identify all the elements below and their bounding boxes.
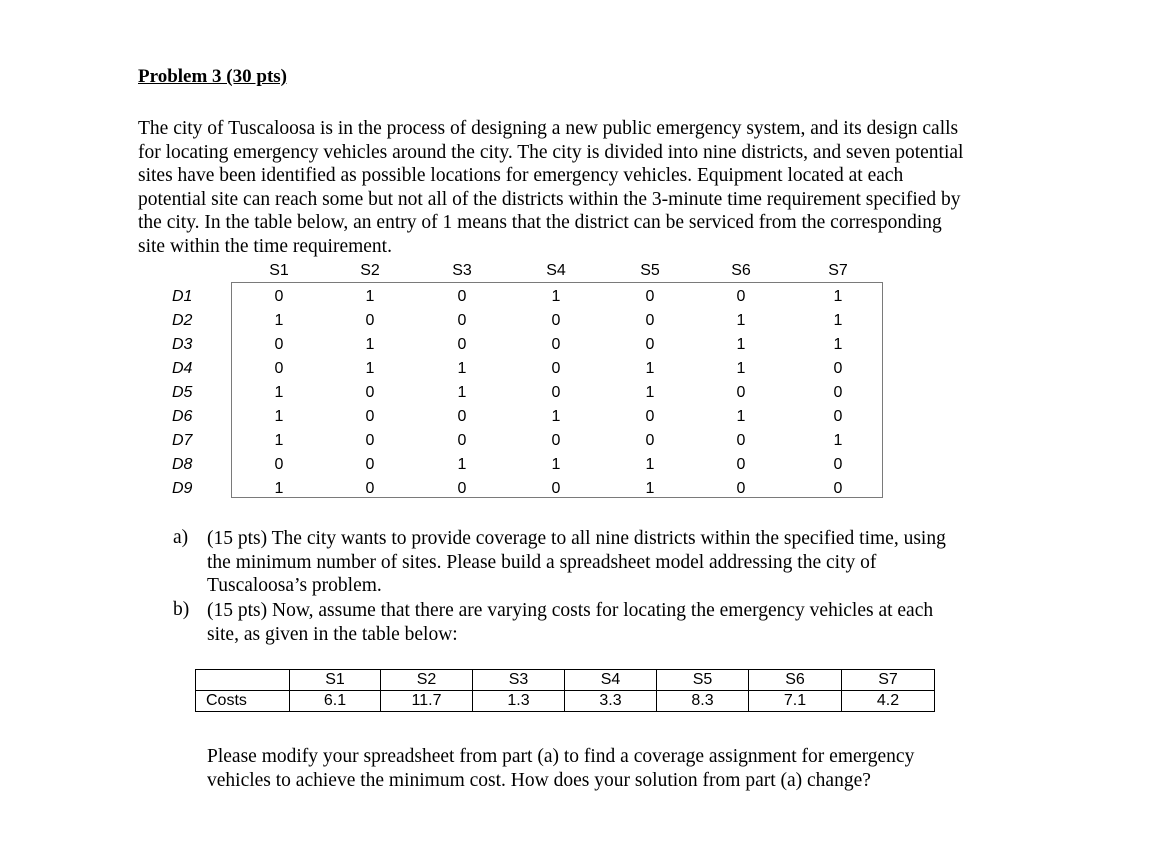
coverage-cell: 1 — [736, 336, 746, 353]
coverage-cell: 1 — [457, 456, 467, 473]
coverage-cell: 1 — [274, 408, 284, 425]
coverage-cell: 1 — [365, 288, 375, 305]
coverage-cell: 0 — [365, 432, 375, 449]
part-b-line: (15 pts) Now, assume that there are varying costs for locating the emergency vehicles at each — [207, 600, 934, 621]
coverage-cell: 1 — [833, 432, 843, 449]
coverage-cell: 1 — [645, 480, 655, 497]
part-a-line: the minimum number of sites. Please build a spreadsheet model addressing the city of — [207, 551, 877, 573]
coverage-row-label-d8: D8 — [172, 456, 193, 473]
coverage-cell: 0 — [551, 480, 561, 497]
cost-table-value-row — [196, 691, 935, 712]
coverage-row-label-d4: D4 — [172, 360, 193, 377]
coverage-cell: 1 — [274, 312, 284, 329]
coverage-cell: 0 — [645, 288, 655, 305]
coverage-cell: 0 — [274, 336, 284, 353]
coverage-cell: 1 — [645, 384, 655, 401]
coverage-cell: 0 — [736, 456, 746, 473]
coverage-cell: 1 — [365, 336, 375, 353]
coverage-cell: 1 — [274, 480, 284, 497]
coverage-row-label-d9: D9 — [172, 480, 193, 497]
part-a-marker: a) — [173, 527, 189, 548]
coverage-cell: 1 — [551, 456, 561, 473]
cost-value-s4: 3.3 — [565, 691, 657, 712]
coverage-header-s4: S4 — [546, 262, 566, 279]
coverage-cell: 0 — [645, 312, 655, 329]
coverage-cell: 0 — [833, 456, 843, 473]
coverage-cell: 0 — [645, 336, 655, 353]
cost-value-s6: 7.1 — [749, 691, 842, 712]
part-a-line: (15 pts) The city wants to provide coverage to all nine districts within the specified time, using — [207, 528, 946, 549]
cost-value-s1: 6.1 — [290, 691, 381, 712]
intro-line: for locating emergency vehicles around the city. The city is divided into nine districts, and seven potential — [138, 141, 964, 163]
cost-header-s4: S4 — [565, 670, 657, 691]
coverage-cell: 0 — [274, 456, 284, 473]
coverage-cell: 0 — [833, 408, 843, 425]
coverage-cell: 0 — [274, 360, 284, 377]
coverage-cell: 0 — [457, 408, 467, 425]
cost-value-s5: 8.3 — [657, 691, 749, 712]
coverage-cell: 1 — [833, 312, 843, 329]
coverage-row-label-d6: D6 — [172, 408, 193, 425]
cost-header-s6: S6 — [749, 670, 842, 691]
coverage-cell: 1 — [457, 384, 467, 401]
cost-table-corner — [196, 670, 290, 691]
coverage-cell: 1 — [736, 360, 746, 377]
coverage-cell: 0 — [365, 408, 375, 425]
coverage-cell: 0 — [645, 432, 655, 449]
coverage-cell: 0 — [833, 360, 843, 377]
coverage-row-label-d2: D2 — [172, 312, 193, 329]
coverage-cell: 0 — [551, 312, 561, 329]
part-a-text — [207, 527, 946, 598]
cost-header-s3: S3 — [473, 670, 565, 691]
coverage-cell: 1 — [833, 288, 843, 305]
coverage-header-s6: S6 — [731, 262, 751, 279]
part-b-text — [207, 599, 933, 646]
coverage-cell: 0 — [365, 384, 375, 401]
intro-line: The city of Tuscaloosa is in the process of designing a new public emergency system, and its design calls — [138, 118, 959, 139]
cost-value-s7: 4.2 — [842, 691, 935, 712]
coverage-row-label-d5: D5 — [172, 384, 193, 401]
coverage-header-s2: S2 — [360, 262, 380, 279]
coverage-cell: 1 — [645, 360, 655, 377]
part-b-marker: b) — [173, 599, 190, 620]
cost-table — [195, 669, 935, 712]
coverage-cell: 0 — [365, 312, 375, 329]
coverage-cell: 0 — [457, 288, 467, 305]
coverage-cell: 0 — [365, 456, 375, 473]
coverage-cell: 1 — [274, 384, 284, 401]
cost-header-s2: S2 — [381, 670, 473, 691]
cost-header-s7: S7 — [842, 670, 935, 691]
coverage-cell: 0 — [736, 288, 746, 305]
closing-paragraph — [207, 745, 914, 792]
cost-header-s5: S5 — [657, 670, 749, 691]
part-a-line: Tuscaloosa’s problem. — [207, 575, 382, 597]
cost-row-label: Costs — [196, 691, 290, 712]
coverage-cell: 1 — [736, 408, 746, 425]
problem-title: Problem 3 (30 pts) — [138, 66, 287, 87]
closing-line: Please modify your spreadsheet from part (a) to find a coverage assignment for emergency — [207, 746, 915, 767]
coverage-cell: 0 — [457, 312, 467, 329]
coverage-cell: 0 — [551, 336, 561, 353]
intro-paragraph — [138, 117, 1038, 259]
coverage-cell: 0 — [551, 384, 561, 401]
intro-line: sites have been identified as possible locations for emergency vehicles. Equipment located at each — [138, 165, 904, 187]
cost-table-header-row — [196, 670, 935, 691]
coverage-cell: 0 — [833, 384, 843, 401]
coverage-header-s7: S7 — [828, 262, 848, 279]
intro-line: site within the time requirement. — [138, 235, 392, 257]
coverage-cell: 0 — [551, 360, 561, 377]
coverage-cell: 0 — [365, 480, 375, 497]
coverage-cell: 1 — [551, 288, 561, 305]
coverage-row-label-d1: D1 — [172, 288, 193, 305]
coverage-cell: 0 — [736, 480, 746, 497]
cost-header-s1: S1 — [290, 670, 381, 691]
cost-value-s2: 11.7 — [381, 691, 473, 712]
coverage-cell: 0 — [736, 384, 746, 401]
coverage-header-s1: S1 — [269, 262, 289, 279]
part-b-line: site, as given in the table below: — [207, 623, 458, 645]
coverage-cell: 1 — [833, 336, 843, 353]
cost-value-s3: 1.3 — [473, 691, 565, 712]
coverage-cell: 0 — [833, 480, 843, 497]
coverage-cell: 0 — [551, 432, 561, 449]
coverage-cell: 1 — [365, 360, 375, 377]
coverage-header-s5: S5 — [640, 262, 660, 279]
coverage-cell: 1 — [645, 456, 655, 473]
coverage-cell: 1 — [736, 312, 746, 329]
coverage-cell: 0 — [457, 336, 467, 353]
coverage-row-label-d7: D7 — [172, 432, 193, 449]
coverage-header-s3: S3 — [452, 262, 472, 279]
coverage-cell: 0 — [457, 432, 467, 449]
intro-line: potential site can reach some but not all of the districts within the 3-minute time requirement specified by — [138, 188, 961, 210]
coverage-cell: 0 — [457, 480, 467, 497]
coverage-cell: 0 — [736, 432, 746, 449]
coverage-cell: 1 — [457, 360, 467, 377]
coverage-cell: 0 — [274, 288, 284, 305]
coverage-cell: 0 — [645, 408, 655, 425]
coverage-row-label-d3: D3 — [172, 336, 193, 353]
coverage-cell: 1 — [274, 432, 284, 449]
coverage-cell: 1 — [551, 408, 561, 425]
intro-line: the city. In the table below, an entry of 1 means that the district can be serviced from the corresponding — [138, 212, 942, 234]
closing-line: vehicles to achieve the minimum cost. How does your solution from part (a) change? — [207, 769, 871, 791]
